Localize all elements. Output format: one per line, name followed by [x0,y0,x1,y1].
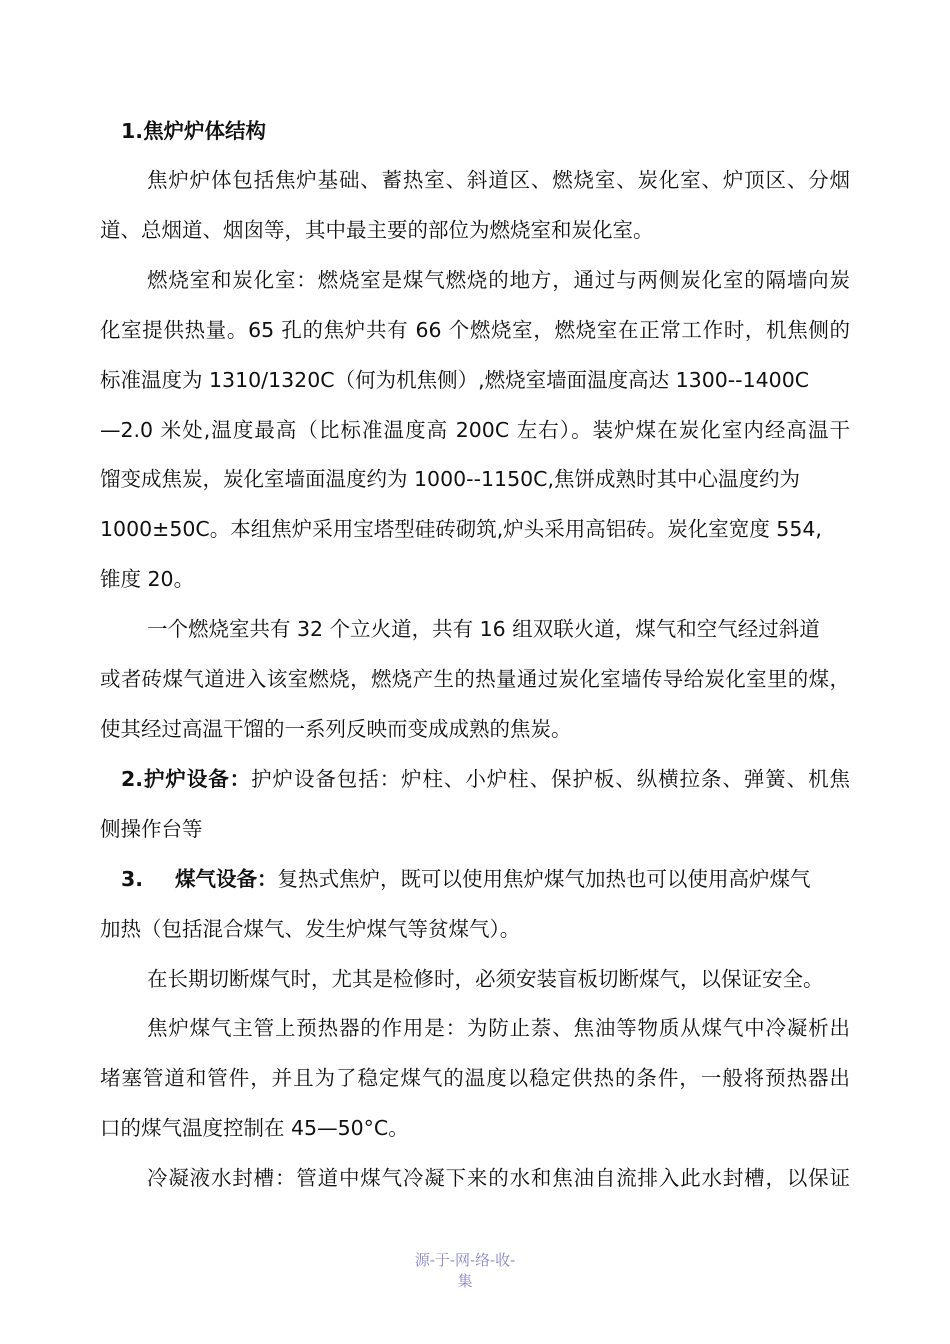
paragraph-line: 堵塞管道和管件，并且为了稳定煤气的温度以稳定供热的条件，一般将预热器出 [100,1066,850,1090]
section-1-number: 1. [121,119,144,143]
paragraph-line: 使其经过高温干馏的一系列反映而变成成熟的焦炭。 [100,717,572,741]
paragraph-line: 燃烧室和炭化室：燃烧室是煤气燃烧的地方，通过与两侧炭化室的隔墙向炭 [147,268,850,292]
section-3-title: 煤气设备： [175,867,278,891]
paragraph-line: 焦炉炉体包括焦炉基础、蓄热室、斜道区、燃烧室、炭化室、炉顶区、分烟 [147,168,850,192]
section-3-heading [121,864,836,894]
paragraph-line: 化室提供热量。65 孔的焦炉共有 66 个燃烧室，燃烧室在正常工作时，机焦侧的 [100,318,850,342]
paragraph-line: 在长期切断煤气时，尤其是检修时，必须安装盲板切断煤气，以保证安全。 [147,967,824,991]
paragraph-line: 一个燃烧室共有 32 个立火道，共有 16 组双联火道，煤气和空气经过斜道 [147,617,820,641]
paragraph-line: 或者砖煤气道进入该室燃烧，燃烧产生的热量通过炭化室墙传导给炭化室里的煤， [100,667,850,691]
footer-line-2: 集 [457,1272,473,1290]
paragraph-line: 道、总烟道、烟囱等，其中最主要的部位为燃烧室和炭化室。 [100,218,654,242]
section-1-heading [121,116,850,146]
footer-line-1: 源-于-网-络-收- [414,1251,516,1269]
paragraph-line: 1000±50C。本组焦炉采用宝塔型硅砖砌筑,炉头采用高铝砖。炭化室宽度 554, [100,517,822,541]
section-3-text: 复热式焦炉，既可以使用焦炉煤气加热也可以使用高炉煤气 [277,867,811,891]
paragraph-line: 焦炉煤气主管上预热器的作用是：为防止萘、焦油等物质从煤气中冷凝析出 [147,1016,850,1040]
paragraph-line: 冷凝液水封槽：管道中煤气冷凝下来的水和焦油自流排入此水封槽，以保证 [147,1166,850,1190]
section-2-title: 护炉设备： [143,767,252,791]
section-3-number: 3. [121,867,144,891]
section-2-text: 护炉设备包括：炉柱、小炉柱、保护板、纵横拉条、弹簧、机焦 [251,767,851,791]
paragraph-line: 标准温度为 1310/1320C（何为机焦侧）,燃烧室墙面温度高达 1300--1400C [100,368,810,392]
paragraph-line: 锥度 20。 [100,567,195,591]
paragraph-line: 馏变成焦炭，炭化室墙面温度约为 1000--1150C,焦饼成熟时其中心温度约为 [100,467,800,491]
paragraph-line: 侧操作台等 [100,817,203,841]
section-2-number: 2. [121,767,144,791]
section-1-title: 焦炉炉体结构 [143,119,267,143]
paragraph-line: 加热（包括混合煤气、发生炉煤气等贫煤气）。 [100,917,521,941]
section-2-heading [121,764,850,794]
paragraph-line: —2.0 米处,温度最高（比标准温度高 200C 左右）。装炉煤在炭化室内经高温干 [100,418,850,442]
paragraph-line: 口的煤气温度控制在 45—50°C。 [100,1116,409,1140]
page-footer [385,1250,545,1292]
